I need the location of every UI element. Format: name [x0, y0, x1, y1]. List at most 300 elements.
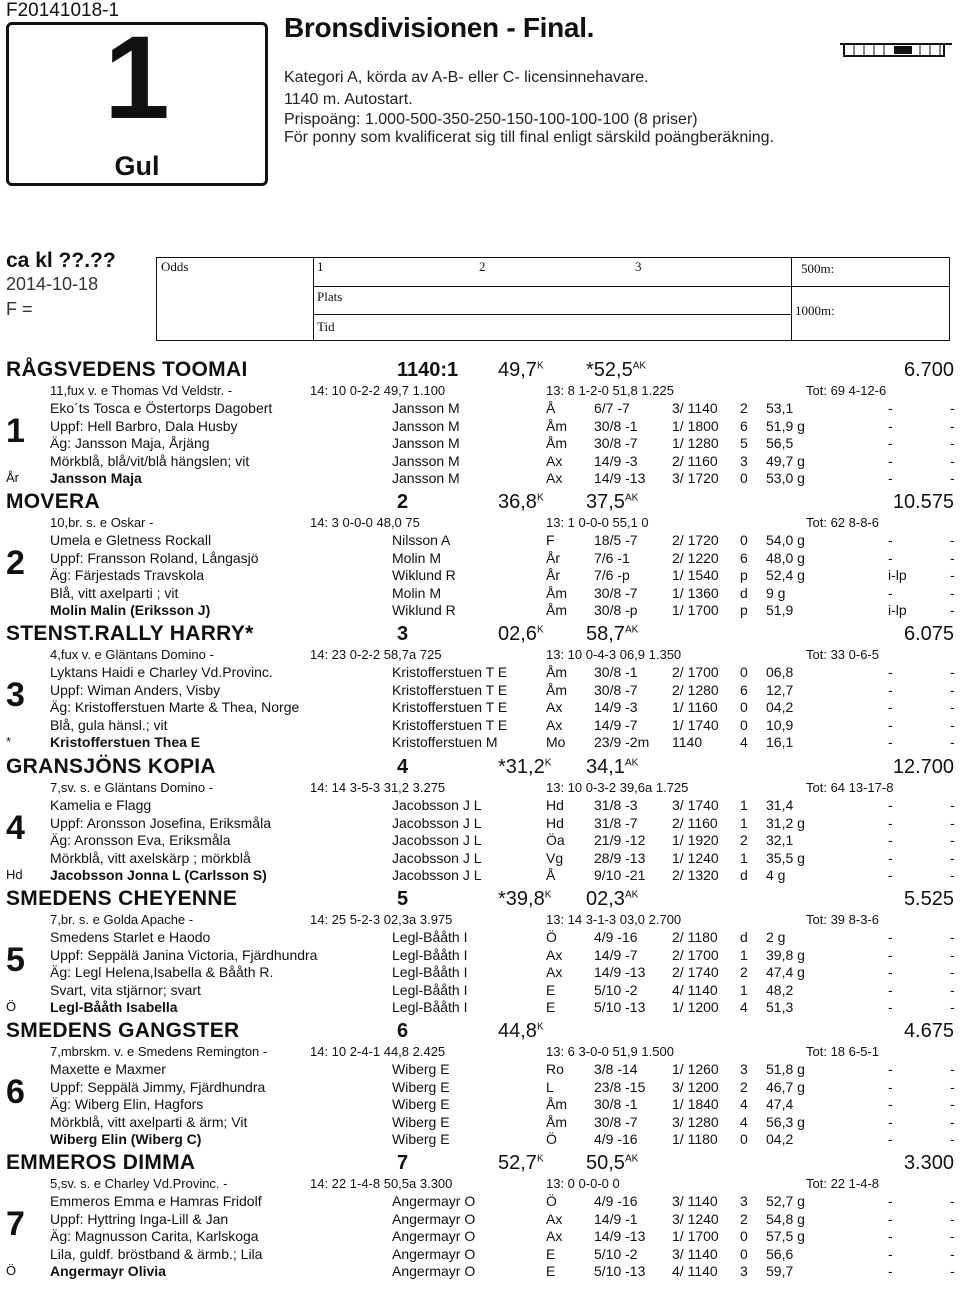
stats-2013: 13: 1 0-0-0 55,1 0: [546, 515, 649, 530]
km-time: 46,7 g: [766, 1078, 805, 1095]
driver: Legl-Bååth I: [392, 999, 468, 1016]
horse-detail-line: Mörkblå, vitt axelparti & ärm; Vit: [50, 1113, 248, 1130]
grid-col-2: 2: [479, 259, 486, 274]
driver: Wiberg E: [392, 1096, 450, 1113]
track: Åm: [546, 681, 567, 698]
f-label: F =: [6, 299, 33, 319]
extra-note: -: [950, 716, 955, 733]
driver: Jacobsson J L: [392, 867, 482, 884]
race-date: 5/10 -13: [594, 999, 646, 1016]
distance: 1/ 1920: [672, 832, 719, 849]
distance: 1/ 1840: [672, 1096, 719, 1113]
race-color: Gul: [114, 151, 160, 181]
odds-value: [498, 359, 544, 382]
race-date: 3/8 -14: [594, 1061, 638, 1077]
stats-total: Tot: 69 4-12-6: [806, 383, 887, 398]
race-date: 4/9 -16: [594, 1131, 638, 1148]
odds-value-ak: [586, 888, 638, 911]
stats-2014: 14: 22 1-4-8 50,5a 3.300: [310, 1176, 453, 1191]
extra-note: -: [950, 734, 955, 751]
distance: 1/ 1800: [672, 417, 719, 434]
odds-ak-suffix: AK: [624, 624, 639, 636]
horse-detail-line: Äg: Magnusson Carita, Karlskoga: [50, 1228, 259, 1245]
grid-1000m-label: 1000m:: [795, 303, 835, 318]
distance: 3/ 1720: [672, 470, 719, 487]
earnings: 4.675: [903, 1020, 954, 1042]
placing: p: [740, 567, 748, 584]
driver: Jacobsson J L: [392, 814, 482, 831]
km-time: 51,3: [766, 999, 794, 1016]
extra-note: -: [950, 867, 955, 884]
race-date: 30/8 -7: [594, 1113, 638, 1130]
track: Å: [546, 867, 556, 884]
driver: Molin M: [392, 584, 442, 601]
race-date: 4/9 -16: [594, 929, 638, 945]
race-date: 7/6 -1: [594, 549, 630, 566]
stats-2013: 13: 6 3-0-0 51,9 1.500: [546, 1044, 674, 1059]
odds-number: 44,8: [498, 1020, 537, 1042]
shoe-code: Ö: [6, 999, 17, 1014]
start-number: 6: [6, 1073, 25, 1111]
km-time: 52,7 g: [766, 1193, 805, 1209]
extra-note: -: [950, 946, 955, 963]
extra-note: -: [950, 567, 955, 584]
odds-value: [498, 1020, 544, 1043]
track: Vg: [546, 849, 564, 866]
placing: 0: [740, 532, 748, 548]
km-time: 59,7: [766, 1263, 794, 1280]
horse-detail-line: Mörkblå, vitt axelskärp ; mörkblå: [50, 849, 251, 866]
odds-note: -: [888, 1245, 893, 1262]
odds-suffix: K: [536, 1021, 544, 1033]
km-time: 9 g: [766, 584, 786, 601]
stats-2013: 13: 0 0-0-0 0: [546, 1176, 620, 1191]
race-date: 21/9 -12: [594, 832, 646, 849]
track-logo-icon: [840, 38, 952, 64]
extra-note: -: [950, 1228, 955, 1245]
km-time: 48,0 g: [766, 549, 805, 566]
race-date: 6/7 -7: [594, 400, 630, 416]
extra-note: -: [950, 549, 955, 566]
horse-detail-line: Svart, vita stjärnor; svart: [50, 981, 201, 998]
track: Åm: [546, 435, 567, 452]
odds-note: i-lp: [888, 602, 907, 619]
km-time: 51,9 g: [766, 417, 805, 434]
km-time: 04,2: [766, 1131, 794, 1148]
km-time: 48,2: [766, 981, 794, 998]
extra-note: -: [950, 797, 955, 813]
extra-note: -: [950, 1263, 955, 1280]
earnings: 6.700: [903, 359, 954, 381]
extra-note: -: [950, 435, 955, 452]
extra-note: -: [950, 602, 955, 619]
distance: 2/ 1160: [672, 814, 718, 831]
shoe-code: Ö: [6, 1263, 17, 1278]
odds-ak-number: 50,5: [586, 1152, 625, 1174]
driver: Kristofferstuen M: [392, 734, 498, 751]
horse-info: 7,mbrskm. v. e Smedens Remington -: [50, 1044, 268, 1059]
distance: 3/ 1280: [672, 1113, 719, 1130]
placing: 1: [740, 946, 748, 963]
odds-note: -: [888, 929, 893, 945]
odds-suffix: K: [536, 492, 544, 504]
race-date: 7/6 -p: [594, 567, 630, 584]
placing: 2: [740, 1210, 748, 1227]
odds-note: -: [888, 532, 893, 548]
extra-note: -: [950, 417, 955, 434]
distance: 2/ 1180: [672, 929, 718, 945]
driver: Jansson M: [392, 417, 460, 434]
track: Åm: [546, 417, 567, 434]
race-number: 1: [104, 12, 170, 144]
race-date: 5/10 -13: [594, 1263, 646, 1280]
race-date: 4/9 -16: [594, 1193, 638, 1209]
stats-total: Tot: 39 8-3-6: [806, 912, 879, 927]
placing: 0: [740, 664, 748, 680]
driver: Angermayr O: [392, 1193, 476, 1209]
track: År: [546, 567, 560, 584]
post-position: 6: [397, 1020, 409, 1042]
extra-note: -: [950, 584, 955, 601]
odds-value: [498, 491, 544, 514]
odds-value: [498, 756, 551, 779]
driver: Jacobsson J L: [392, 797, 482, 813]
km-time: 51,8 g: [766, 1061, 805, 1077]
placing: d: [740, 929, 748, 945]
distance: 2/ 1320: [672, 867, 719, 884]
extra-note: -: [950, 699, 955, 716]
stats-2014: 14: 3 0-0-0 48,0 75: [310, 515, 420, 530]
placing: p: [740, 602, 748, 619]
horse-detail-line: Uppf: Fransson Roland, Långasjö: [50, 549, 259, 566]
odds-note: -: [888, 1078, 893, 1095]
distance: 1/ 1260: [672, 1061, 719, 1077]
distance: 1/ 1240: [672, 849, 719, 866]
km-time: 06,8: [766, 664, 794, 680]
distance: 3/ 1740: [672, 797, 719, 813]
driver: Jansson M: [392, 435, 460, 452]
horse-detail-line: Äg: Jansson Maja, Årjäng: [50, 435, 210, 452]
post-position: 5: [397, 888, 409, 910]
odds-value: [498, 623, 544, 646]
odds-suffix: K: [544, 889, 552, 901]
track: Åm: [546, 602, 567, 619]
horse-info: 11,fux v. e Thomas Vd Veldstr. -: [50, 383, 233, 398]
driver: Wiberg E: [392, 1078, 450, 1095]
odds-suffix: K: [536, 624, 544, 636]
placing: 1: [740, 814, 748, 831]
race-date: 14/9 -13: [594, 1228, 646, 1245]
driver: Wiklund R: [392, 602, 456, 619]
km-time: 52,4 g: [766, 567, 805, 584]
race-date: 28/9 -13: [594, 849, 646, 866]
km-time: 4 g: [766, 867, 786, 884]
track: Åm: [546, 1096, 567, 1113]
grid-plats-label: Plats: [317, 289, 343, 304]
track: E: [546, 999, 556, 1016]
km-time: 51,9: [766, 602, 794, 619]
odds-note: -: [888, 797, 893, 813]
start-number: 2: [6, 544, 25, 582]
odds-value: [498, 888, 551, 911]
odds-note: -: [888, 734, 893, 751]
placing: 2: [740, 832, 748, 849]
track: Ax: [546, 1228, 563, 1245]
odds-number: 02,6: [498, 623, 537, 645]
stats-total: Tot: 62 8-8-6: [806, 515, 879, 530]
race-date: 23/9 -2m: [594, 734, 650, 751]
post-position: 4: [397, 756, 409, 778]
start-number: 5: [6, 941, 25, 979]
stats-2013: 13: 14 3-1-3 03,0 2.700: [546, 912, 682, 927]
driver: Jansson M: [392, 452, 460, 469]
odds-note: -: [888, 814, 893, 831]
track: Hd: [546, 797, 564, 813]
track: Ax: [546, 470, 563, 487]
placing: 4: [740, 999, 748, 1016]
horse-name: EMMEROS DIMMA: [6, 1151, 196, 1174]
odds-note: -: [888, 964, 893, 981]
horse-detail-line: Äg: Aronsson Eva, Eriksmåla: [50, 832, 231, 849]
race-date: 5/10 -2: [594, 981, 638, 998]
km-time: 32,1: [766, 832, 794, 849]
odds-note: -: [888, 716, 893, 733]
driver: Molin M: [392, 549, 442, 566]
odds-note: -: [888, 664, 893, 680]
placing: 4: [740, 1096, 748, 1113]
odds-note: -: [888, 849, 893, 866]
distance: 1/ 1280: [672, 435, 719, 452]
race-date: 23/8 -15: [594, 1078, 646, 1095]
odds-note: -: [888, 867, 893, 884]
driver: Angermayr O: [392, 1263, 476, 1280]
placing: 3: [740, 452, 748, 469]
extra-note: -: [950, 832, 955, 849]
grid-col-1: 1: [317, 259, 324, 274]
placing: 0: [740, 699, 748, 716]
driver: Jansson M: [392, 400, 460, 416]
odds-suffix: K: [536, 1153, 544, 1165]
stats-2014: 14: 10 0-2-2 49,7 1.100: [310, 383, 446, 398]
horse-detail-line: Uppf: Hell Barbro, Dala Husby: [50, 417, 238, 434]
odds-note: -: [888, 946, 893, 963]
odds-ak-suffix: AK: [624, 492, 639, 504]
start-number: 1: [6, 412, 25, 450]
shoe-code: *: [6, 734, 12, 749]
horse-detail-line: Eko´ts Tosca e Östertorps Dagobert: [50, 400, 273, 416]
horse-detail-line: Uppf: Wiman Anders, Visby: [50, 681, 221, 698]
track: Ö: [546, 1131, 557, 1148]
placing: 0: [740, 1131, 748, 1148]
stats-2013: 13: 10 0-3-2 39,6a 1.725: [546, 780, 689, 795]
distance: 1/ 1740: [672, 716, 719, 733]
driver: Angermayr O: [392, 1210, 476, 1227]
odds-note: -: [888, 1263, 893, 1280]
odds-number: *39,8: [498, 888, 545, 910]
driver: Kristofferstuen T E: [392, 681, 508, 698]
race-date: 14/9 -13: [594, 470, 646, 487]
track: E: [546, 1263, 556, 1280]
distance: 1/ 1700: [672, 1228, 719, 1245]
placing: 0: [740, 716, 748, 733]
horse-detail-line: Angermayr Olivia: [50, 1263, 166, 1280]
km-time: 16,1: [766, 734, 794, 751]
horse-detail-line: Uppf: Seppälä Janina Victoria, Fjärdhundra: [50, 946, 318, 963]
distance: 1140: [672, 734, 703, 751]
post-position: 2: [397, 491, 409, 513]
extra-note: -: [950, 929, 955, 945]
distance: 3/ 1140: [672, 1193, 718, 1209]
odds-value-ak: [586, 1152, 638, 1175]
horse-detail-line: Blå, vitt axelparti ; vit: [50, 584, 179, 601]
placing: 1: [740, 797, 748, 813]
race-number-box: [6, 12, 268, 186]
race-date: 30/8 -1: [594, 417, 638, 434]
track: Ax: [546, 946, 563, 963]
horse-name: SMEDENS CHEYENNE: [6, 887, 238, 910]
odds-ak-suffix: AK: [624, 1153, 639, 1165]
odds-note: -: [888, 1113, 893, 1130]
extra-note: -: [950, 849, 955, 866]
race-date: 30/8 -7: [594, 435, 638, 452]
odds-suffix: K: [536, 360, 544, 372]
race-date: 14/9 -1: [594, 1210, 638, 1227]
extra-note: -: [950, 1210, 955, 1227]
track: Åm: [546, 1113, 567, 1130]
odds-ak-number: 58,7: [586, 623, 625, 645]
placing: 4: [740, 1113, 748, 1130]
placing: 5: [740, 435, 748, 452]
odds-note: -: [888, 699, 893, 716]
km-time: 56,6: [766, 1245, 794, 1262]
placing: 6: [740, 681, 748, 698]
distance: 1/ 1540: [672, 567, 719, 584]
odds-value-ak: [586, 491, 638, 514]
distance: 2/ 1720: [672, 532, 719, 548]
placing: 6: [740, 417, 748, 434]
driver: Angermayr O: [392, 1245, 476, 1262]
distance: 3/ 1140: [672, 400, 718, 416]
extra-note: -: [950, 681, 955, 698]
stats-2014: 14: 14 3-5-3 31,2 3.275: [310, 780, 446, 795]
grid-500m-label: 500m:: [801, 261, 835, 276]
result-grid: [156, 257, 950, 341]
track: Ö: [546, 1193, 557, 1209]
odds-note: -: [888, 832, 893, 849]
start-number: 4: [6, 809, 25, 847]
track: Öa: [546, 832, 565, 849]
extra-note: -: [950, 814, 955, 831]
km-time: 49,7 g: [766, 452, 805, 469]
race-date: 30/8 -7: [594, 681, 638, 698]
track: Åm: [546, 664, 567, 680]
race-date: 31/8 -3: [594, 797, 638, 813]
track: Hd: [546, 814, 564, 831]
earnings: 10.575: [892, 491, 954, 513]
start-number: 3: [6, 676, 25, 714]
odds-note: -: [888, 417, 893, 434]
km-time: 56,3 g: [766, 1113, 805, 1130]
horse-detail-line: Molin Malin (Eriksson J): [50, 602, 211, 619]
earnings: 12.700: [892, 756, 954, 778]
race-date: 14/9 -13: [594, 964, 646, 981]
race-date: 30/8 -7: [594, 584, 638, 601]
distance: 3/ 1240: [672, 1210, 719, 1227]
earnings: 5.525: [903, 888, 954, 910]
distance: 4/ 1140: [672, 981, 718, 998]
race-date: 14/9 -3: [594, 452, 638, 469]
driver: Kristofferstuen T E: [392, 664, 508, 680]
odds-note: -: [888, 1061, 893, 1077]
distance: 4/ 1140: [672, 1263, 718, 1280]
horse-detail-line: Mörkblå, blå/vit/blå hängslen; vit: [50, 452, 250, 469]
race-condition-line: 1140 m. Autostart.: [284, 91, 413, 108]
odds-ak-number: *52,5: [586, 359, 633, 381]
grid-tid-label: Tid: [317, 319, 335, 334]
distance: 2/ 1280: [672, 681, 719, 698]
horse-name: MOVERA: [6, 490, 100, 513]
odds-number: 49,7: [498, 359, 537, 381]
placing: 2: [740, 400, 748, 416]
distance: 2/ 1740: [672, 964, 719, 981]
race-condition-line: Prispoäng: 1.000-500-350-250-150-100-100-100 (8 priser): [284, 111, 698, 128]
race-title: Bronsdivisionen - Final.: [284, 12, 595, 43]
odds-ak-number: 02,3: [586, 888, 625, 910]
earnings: 3.300: [903, 1152, 954, 1174]
track: Ax: [546, 716, 563, 733]
km-time: 54,8 g: [766, 1210, 805, 1227]
stats-total: Tot: 22 1-4-8: [806, 1176, 879, 1191]
horse-name: SMEDENS GANGSTER: [6, 1019, 240, 1042]
distance: 1/ 1360: [672, 584, 719, 601]
odds-suffix: K: [544, 757, 552, 769]
extra-note: -: [950, 981, 955, 998]
race-date: 30/8 -1: [594, 664, 638, 680]
horse-info: 7,sv. s. e Gläntans Domino -: [50, 780, 214, 795]
race-condition-line: För ponny som kvalificerat sig till final enligt särskild poängberäkning.: [284, 129, 775, 146]
shoe-code: Hd: [6, 867, 23, 882]
driver: Legl-Bååth I: [392, 964, 468, 981]
race-date: 14/9 -7: [594, 716, 638, 733]
extra-note: -: [950, 532, 955, 548]
odds-value: [498, 1152, 544, 1175]
extra-note: -: [950, 1245, 955, 1262]
race-date: 14/9 -7: [594, 946, 638, 963]
horse-info: 7,br. s. e Golda Apache -: [50, 912, 194, 927]
driver: Kristofferstuen T E: [392, 716, 508, 733]
extra-note: -: [950, 1096, 955, 1113]
odds-note: -: [888, 1210, 893, 1227]
race-date: 5/10 -2: [594, 1245, 638, 1262]
distance: 1/ 1200: [672, 999, 719, 1016]
horse-name: RÅGSVEDENS TOOMAI: [6, 358, 248, 381]
stats-total: Tot: 18 6-5-1: [806, 1044, 879, 1059]
stats-total: Tot: 64 13-17-8: [806, 780, 894, 795]
track: Ö: [546, 929, 557, 945]
odds-value-ak: [586, 623, 638, 646]
odds-note: -: [888, 981, 893, 998]
driver: Wiberg E: [392, 1131, 450, 1148]
placing: 1: [740, 849, 748, 866]
extra-note: -: [950, 1113, 955, 1130]
odds-note: -: [888, 400, 893, 416]
driver: Legl-Bååth I: [392, 981, 468, 998]
km-time: 10,9: [766, 716, 794, 733]
grid-odds-label: Odds: [161, 259, 189, 274]
odds-note: -: [888, 584, 893, 601]
track: Åm: [546, 584, 567, 601]
placing: 1: [740, 981, 748, 998]
